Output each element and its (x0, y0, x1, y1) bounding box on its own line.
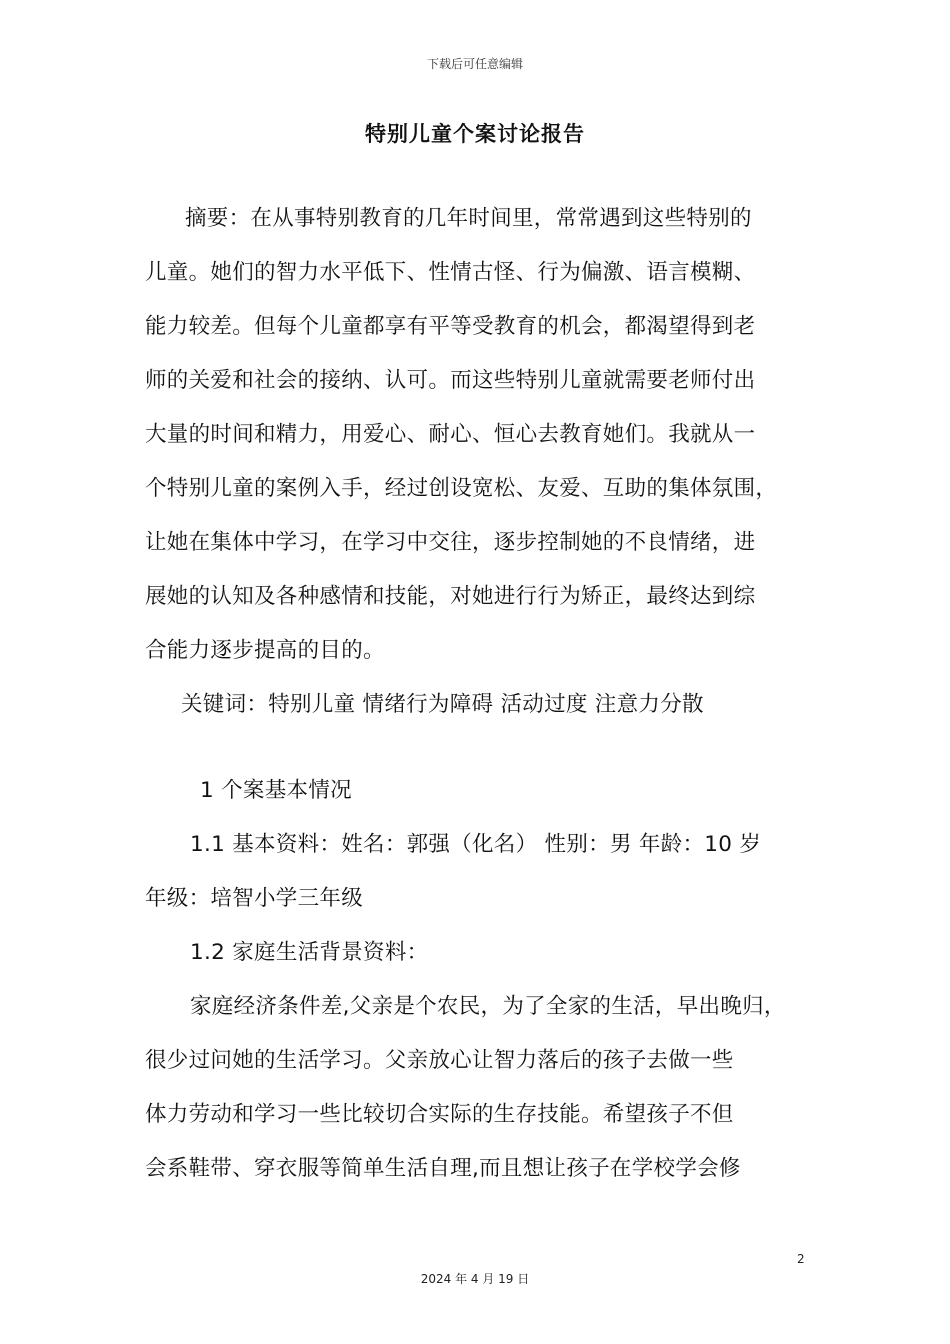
page-header: 下载后可任意编辑 (426, 57, 523, 71)
family-line: 体力劳动和学习一些比较切合实际的生存技能。希望孩子不但 (145, 1102, 734, 1127)
abstract-line: 展她的认知及各种感情和技能，对她进行行为矫正，最终达到综 (145, 584, 756, 609)
abstract-line: 个特别儿童的案例入手，经过创设宽松、友爱、互助的集体氛围， (145, 476, 778, 501)
abstract-line: 摘要：在从事特别教育的几年时间里，常常遇到这些特别的 (185, 206, 752, 231)
abstract-line: 师的关爱和社会的接纳、认可。而这些特别儿童就需要老师付出 (145, 368, 756, 393)
document-title: 特别儿童个案讨论报告 (365, 122, 585, 146)
keywords-line: 关键词：特别儿童 情绪行为障碍 活动过度 注意力分散 (181, 692, 704, 717)
page-number: 2 (797, 1252, 805, 1266)
abstract-line: 让她在集体中学习，在学习中交往，逐步控制她的不良情绪，进 (145, 530, 756, 555)
abstract-line: 能力较差。但每个儿童都享有平等受教育的机会，都渴望得到老 (145, 314, 756, 339)
family-line: 家庭经济条件差,父亲是个农民，为了全家的生活，早出晚归， (190, 994, 786, 1019)
abstract-line: 儿童。她们的智力水平低下、性情古怪、行为偏激、语言模糊、 (145, 260, 756, 285)
family-line: 很少过问她的生活学习。父亲放心让智力落后的孩子去做一些 (145, 1048, 734, 1073)
basic-info-line: 1.1 基本资料：姓名：郭强（化名） 性别：男 年龄：10 岁 (190, 832, 762, 857)
basic-info-line: 年级：培智小学三年级 (145, 886, 364, 911)
family-line: 会系鞋带、穿衣服等简单生活自理,而且想让孩子在学校学会修 (145, 1156, 741, 1181)
abstract-line: 合能力逐步提高的目的。 (145, 638, 385, 663)
footer-date: 2024 年 4 月 19 日 (420, 1272, 530, 1286)
abstract-line: 大量的时间和精力，用爱心、耐心、恒心去教育她们。我就从一 (145, 422, 756, 447)
section-heading: 1.2 家庭生活背景资料： (190, 940, 429, 965)
section-heading: 1 个案基本情况 (200, 778, 352, 803)
